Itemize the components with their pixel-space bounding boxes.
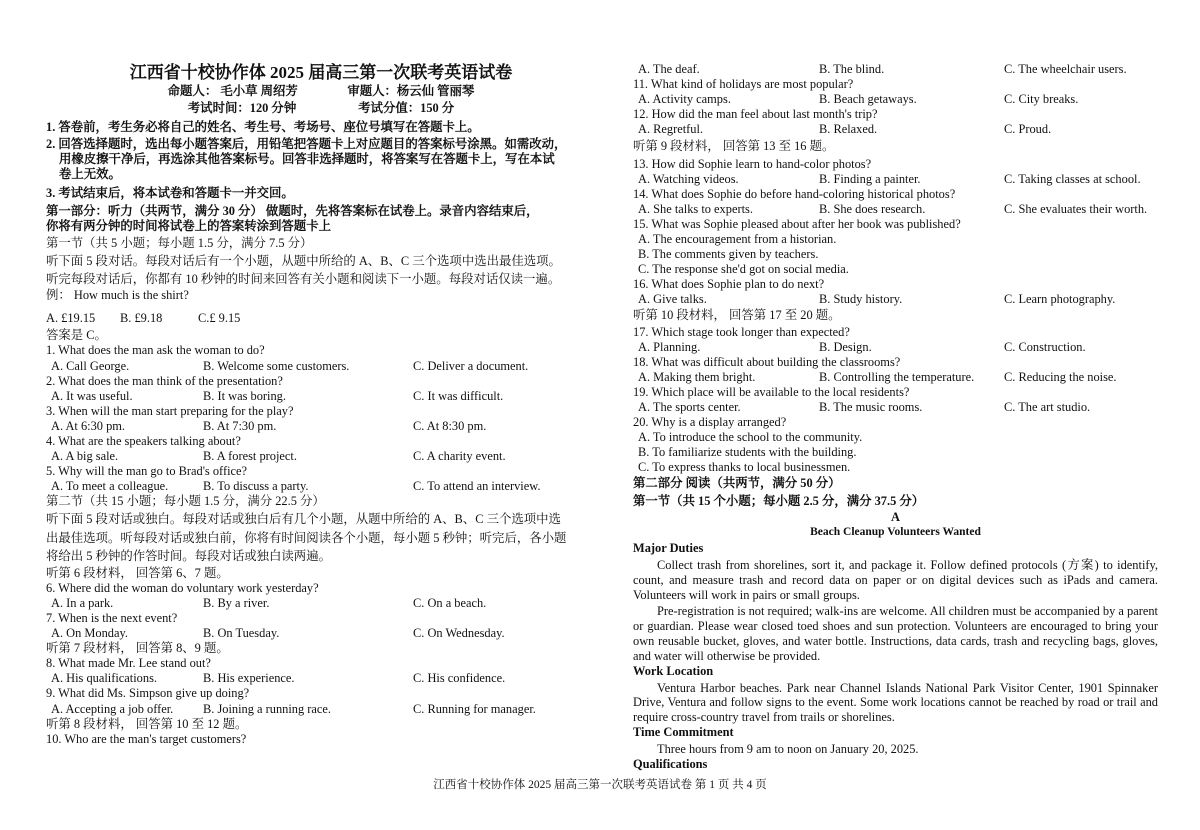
option-c: C. She evaluates their worth. xyxy=(1004,201,1148,216)
question-15-option-a: A. The encouragement from a historian. xyxy=(638,232,837,247)
option-a: A. To meet a colleague. xyxy=(51,479,169,494)
option-c: C. Proud. xyxy=(1004,122,1052,137)
option-b: B. The blind. xyxy=(819,62,885,76)
question-2-options xyxy=(46,389,596,404)
question-4-options xyxy=(46,449,596,464)
instruction-1: 1. 答卷前，考生务必将自己的姓名、考生号、考场号、座位号填写在答题卡上。 xyxy=(46,120,480,135)
example-answer: 答案是 C。 xyxy=(46,328,107,343)
option-c: C. A charity event. xyxy=(413,449,506,464)
section2-title: 第二节（共 15 小题；每小题 1.5 分，满分 22.5 分） xyxy=(46,494,325,509)
example-option-b: B. £9.18 xyxy=(120,311,163,326)
question-11: 11. What kind of holidays are most popular? xyxy=(633,77,854,92)
question-9-options xyxy=(46,702,596,717)
part2-heading: 第二部分 阅读（共两节，满分 50 分） xyxy=(633,475,841,490)
part1-heading: 第一部分：听力（共两节，满分 30 分） 做题时，先将答案标在试卷上。录音内容结束后， xyxy=(46,203,539,218)
option-b: B. On Tuesday. xyxy=(203,626,280,641)
option-a: A. At 6:30 pm. xyxy=(51,418,126,433)
option-a: A. It was useful. xyxy=(51,388,133,403)
option-c: C. At 8:30 pm. xyxy=(413,418,487,433)
material-8: 听第 8 段材料， 回答第 10 至 12 题。 xyxy=(46,716,248,731)
question-6-options xyxy=(46,596,596,611)
option-a: A. On Monday. xyxy=(51,626,128,641)
question-20: 20. Why is a display arranged? xyxy=(633,415,787,430)
question-15: 15. What was Sophie pleased about after her book was published? xyxy=(633,216,961,231)
question-10: 10. Who are the man's target customers? xyxy=(46,731,247,746)
question-5: 5. Why will the man go to Brad's office? xyxy=(46,464,248,479)
option-b: B. Finding a painter. xyxy=(819,171,921,186)
option-b: B. She does research. xyxy=(819,201,926,216)
option-c: C. Running for manager. xyxy=(413,701,536,716)
question-9: 9. What did Ms. Simpson give up doing? xyxy=(46,686,250,701)
location-paragraph: Ventura Harbor beaches. Park near Channel Islands National Park Visitor Center, 1901 Spinnaker Drive, Ventura and follow signs to the event. Some work locations cannot be reached by road or trail and require cross-country travel from trails or shorelines. xyxy=(633,680,1158,725)
question-12: 12. How did the man feel about last month's trip? xyxy=(633,107,878,122)
option-a: A. Activity camps. xyxy=(638,92,731,107)
option-b: B. By a river. xyxy=(203,595,270,610)
question-15-option-b: B. The comments given by teachers. xyxy=(638,247,819,262)
qualifications-heading: Qualifications xyxy=(633,756,708,771)
example-option-a: A. £19.15 xyxy=(46,311,96,326)
section1-intro: 听下面 5 段对话。每段对话后有一个小题，从题中所给的 A、B、C 三个选项中选出最佳选项。 xyxy=(46,253,561,268)
example-options xyxy=(46,311,596,326)
option-a: A. The deaf. xyxy=(638,62,700,76)
left-column xyxy=(46,62,596,747)
option-c: C. To attend an interview. xyxy=(413,479,541,494)
example-option-c: C.£ 9.15 xyxy=(198,311,241,326)
option-b: B. The music rooms. xyxy=(819,400,923,415)
question-10-options xyxy=(633,62,1158,77)
material-9: 听第 9 段材料， 回答第 13 至 16 题。 xyxy=(633,139,835,154)
option-a: A. She talks to experts. xyxy=(638,201,753,216)
option-a: A. Give talks. xyxy=(638,292,707,307)
instruction-2-end: 卷上无效。 xyxy=(59,167,121,182)
option-b: B. It was boring. xyxy=(203,388,286,403)
option-a: A. A big sale. xyxy=(51,449,119,464)
question-1: 1. What does the man ask the woman to do? xyxy=(46,343,265,358)
option-c: C. Learn photography. xyxy=(1004,292,1116,307)
right-column xyxy=(633,62,1158,772)
question-18: 18. What was difficult about building the classrooms? xyxy=(633,354,901,369)
question-16-options xyxy=(633,292,1158,307)
question-13: 13. How did Sophie learn to hand-color photos? xyxy=(633,156,872,171)
passage-letter: A xyxy=(891,509,900,524)
question-20-option-c: C. To express thanks to local businessmen. xyxy=(638,460,851,475)
question-5-options xyxy=(46,479,596,494)
section2-intro-cont: 出最佳选项。听每段对话或独白前，你将有时间阅读各个小题，每小题 5 秒钟；听完后，各小题 xyxy=(46,530,567,545)
option-c: C. Construction. xyxy=(1004,339,1086,354)
option-a: A. The sports center. xyxy=(638,400,741,415)
option-c: C. His confidence. xyxy=(413,671,506,686)
option-c: C. The art studio. xyxy=(1004,400,1091,415)
option-c: C. Taking classes at school. xyxy=(1004,171,1141,186)
question-7-options xyxy=(46,626,596,641)
question-15-option-c: C. The response she'd got on social media. xyxy=(638,262,849,277)
option-b: B. Design. xyxy=(819,339,872,354)
option-b: B. At 7:30 pm. xyxy=(203,418,277,433)
location-heading: Work Location xyxy=(633,663,714,678)
question-19: 19. Which place will be available to the local residents? xyxy=(633,384,910,399)
section1-intro-cont: 听完每段对话后，你都有 10 秒钟的时间来回答有关小题和阅读下一小题。每段对话仅读一遍。 xyxy=(46,272,561,287)
option-a: A. Regretful. xyxy=(638,122,704,137)
exam-title: 江西省十校协作体 2025 届高三第一次联考英语试卷 xyxy=(129,63,513,82)
question-8: 8. What made Mr. Lee stand out? xyxy=(46,656,211,671)
duties-heading: Major Duties xyxy=(633,540,704,555)
question-3: 3. When will the man start preparing for the play? xyxy=(46,403,294,418)
question-20-option-b: B. To familiarize students with the building. xyxy=(638,445,857,460)
option-a: A. Making them bright. xyxy=(638,369,756,384)
option-b: B. Study history. xyxy=(819,292,903,307)
example-question: 例： How much is the shirt? xyxy=(46,288,189,303)
question-12-options xyxy=(633,122,1158,137)
time-score-line: 考试时间：120 分钟 考试分值：150 分 xyxy=(187,101,455,116)
option-a: A. His qualifications. xyxy=(51,671,157,686)
section1-title: 第一节（共 5 小题；每小题 1.5 分，满分 7.5 分） xyxy=(46,235,313,250)
duties-paragraph-1: Collect trash from shorelines, sort it, and package it. Follow defined protocols (方案) to identify, count, and measure trash and record data on paper or on digital devices such as iPads and camera. Volunteers will work in pairs or small groups. xyxy=(633,558,1158,602)
option-b: B. To discuss a party. xyxy=(203,479,309,494)
option-a: A. Accepting a job offer. xyxy=(51,701,174,716)
option-b: B. Relaxed. xyxy=(819,122,878,137)
material-7: 听第 7 段材料， 回答第 8、9 题。 xyxy=(46,641,229,656)
option-b: B. His experience. xyxy=(203,671,295,686)
option-b: B. Beach getaways. xyxy=(819,92,917,107)
time-paragraph: Three hours from 9 am to noon on January 20, 2025. xyxy=(657,742,919,757)
option-c: C. Deliver a document. xyxy=(413,358,529,373)
question-14-options xyxy=(633,202,1158,217)
section2-intro-end: 将给出 5 秒钟的作答时间。每段对话或独白读两遍。 xyxy=(46,548,331,563)
question-18-options xyxy=(633,370,1158,385)
option-c: C. On Wednesday. xyxy=(413,626,505,641)
question-11-options xyxy=(633,92,1158,107)
material-6: 听第 6 段材料， 回答第 6、7 题。 xyxy=(46,565,229,580)
question-3-options xyxy=(46,419,596,434)
passage-title: Beach Cleanup Volunteers Wanted xyxy=(810,525,981,538)
question-20-option-a: A. To introduce the school to the community. xyxy=(638,430,863,445)
time-heading: Time Commitment xyxy=(633,725,734,740)
question-13-options xyxy=(633,172,1158,187)
option-a: A. Call George. xyxy=(51,358,130,373)
option-a: A. Planning. xyxy=(638,339,701,354)
option-a: A. In a park. xyxy=(51,595,114,610)
duties-paragraph-2: Pre-registration is not required; walk-ins are welcome. All children must be accompanied by a parent or guardian. Please wear closed toed shoes and sun protection. Volunteers are encouraged to bring your own reusable bucket, gloves, and water bottle. Instructions, data cards, trash and recycling bags, gloves, and water will otherwise be provided. xyxy=(633,604,1158,663)
page-footer: 江西省十校协作体 2025 届高三第一次联考英语试卷 第 1 页 共 4 页 xyxy=(433,779,767,791)
instruction-2: 2. 回答选择题时，选出每小题答案后，用铅笔把答题卡上对应题目的答案标号涂黑。如需改动， xyxy=(46,137,567,152)
question-17: 17. Which stage took longer than expected? xyxy=(633,324,850,339)
option-c: C. City breaks. xyxy=(1004,92,1079,107)
question-19-options xyxy=(633,400,1158,415)
question-8-options xyxy=(46,671,596,686)
option-b: B. A forest project. xyxy=(203,449,297,464)
authors-line: 命题人： 毛小草 周绍芳 审题人：杨云仙 管丽琴 xyxy=(167,84,475,98)
question-1-options xyxy=(46,359,596,374)
option-c: C. Reducing the noise. xyxy=(1004,369,1117,384)
option-c: C. It was difficult. xyxy=(413,388,504,403)
question-14: 14. What does Sophie do before hand-coloring historical photos? xyxy=(633,186,956,201)
question-2: 2. What does the man think of the presentation? xyxy=(46,373,283,388)
instruction-2-cont: 用橡皮擦干净后，再选涂其他答案标号。回答非选择题时，将答案写在答题卡上，写在本试 xyxy=(59,152,555,167)
part2-section1-title: 第一节（共 15 个小题；每小题 2.5 分，满分 37.5 分） xyxy=(633,493,925,508)
question-16: 16. What does Sophie plan to do next? xyxy=(633,277,825,292)
option-b: B. Controlling the temperature. xyxy=(819,369,975,384)
part1-heading-cont: 你将有两分钟的时间将试卷上的答案转涂到答题卡上 xyxy=(46,218,331,233)
option-a: A. Watching videos. xyxy=(638,171,739,186)
option-b: B. Joining a running race. xyxy=(203,701,332,716)
instruction-3: 3. 考试结束后，将本试卷和答题卡一并交回。 xyxy=(46,185,294,200)
option-c: C. The wheelchair users. xyxy=(1004,62,1127,76)
question-7: 7. When is the next event? xyxy=(46,611,178,625)
option-b: B. Welcome some customers. xyxy=(203,358,350,373)
question-6: 6. Where did the woman do voluntary work yesterday? xyxy=(46,580,319,595)
question-4: 4. What are the speakers talking about? xyxy=(46,433,241,448)
question-17-options xyxy=(633,340,1158,355)
section2-intro: 听下面 5 段对话或独白。每段对话或独白后有几个小题，从题中所给的 A、B、C 三个选项中选 xyxy=(46,512,561,527)
option-c: C. On a beach. xyxy=(413,595,487,610)
material-10: 听第 10 段材料， 回答第 17 至 20 题。 xyxy=(633,307,841,322)
